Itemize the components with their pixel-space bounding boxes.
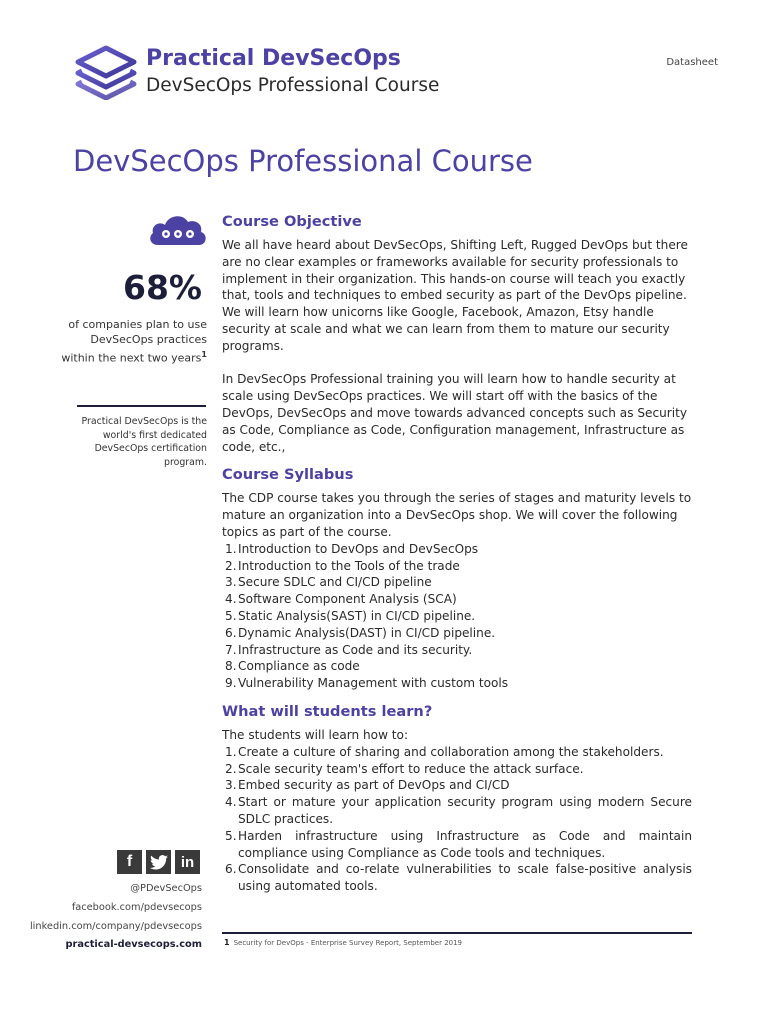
sidebar-divider [77, 405, 206, 407]
list-item: 2. Scale security team's effort to reduce the attack surface. [225, 761, 584, 776]
course-syllabus-intro: The CDP course takes you through the series of stages and maturity levels to mature an organization into a DevSecOps shop. We will cover the following topics as part of the course. [222, 491, 692, 539]
linkedin-icon[interactable]: in [175, 850, 200, 874]
list-item: 4. Start or mature your application security program using modern Secure SDLC practices. [225, 795, 692, 826]
course-objective-paragraph-1: We all have heard about DevSecOps, Shifting Left, Rugged DevOps but there are no clear examples or frameworks available for security professionals to implement in their organization. This hands-on course will teach you exactly that, tools and techniques to embed security as part of the DevOps pipeline. We will learn how unicorns like Google, Facebook, Amazon, Etsy handle security at scale and what we can learn from them to mature our security programs. [222, 238, 688, 353]
page-title: DevSecOps Professional Course [73, 144, 533, 178]
linkedin-link[interactable]: linkedin.com/company/pdevsecops [29, 921, 202, 932]
course-syllabus-heading: Course Syllabus [222, 466, 354, 484]
stat-value: 68% [123, 268, 202, 307]
course-objective-heading: Course Objective [222, 213, 362, 230]
what-will-students-learn-heading: What will students learn? [222, 702, 433, 720]
footnote [224, 938, 462, 947]
twitter-icon[interactable] [146, 850, 171, 874]
cloud-gears-icon [148, 212, 208, 246]
footnote-divider [222, 932, 692, 934]
list-item: 3. Embed security as part of DevOps and CI/CD [225, 778, 510, 793]
learn-list [222, 744, 692, 895]
learn-intro: The students will learn how to: [222, 727, 409, 742]
facebook-icon[interactable]: f [117, 850, 142, 874]
list-item: 5. Static Analysis(SAST) in CI/CD pipeline. [225, 608, 476, 623]
list-item: 9. Vulnerability Management with custom tools [225, 676, 509, 691]
stat-description [57, 317, 207, 366]
stat-footnote-ref: 1 [201, 350, 207, 359]
list-item: 2. Introduction to the Tools of the trade [225, 558, 460, 573]
list-item: 1. Create a culture of sharing and collaboration among the stakeholders. [225, 744, 664, 759]
list-item: 6. Dynamic Analysis(DAST) in CI/CD pipeline. [225, 625, 496, 640]
footnote-number: 1 [224, 938, 230, 947]
list-item: 6. Consolidate and co-relate vulnerabilities to scale false-positive analysis using automated tools. [225, 862, 692, 894]
document-type-label: Datasheet [666, 57, 718, 68]
list-item: 1. Introduction to DevOps and DevSecOps [225, 541, 479, 556]
facebook-link[interactable]: facebook.com/pdevsecops [71, 902, 202, 913]
website-link[interactable]: practical-devsecops.com [65, 939, 202, 950]
list-item: 7. Infrastructure as Code and its security. [225, 642, 473, 657]
footnote-text: Security for DevOps - Enterprise Survey Report, September 2019 [233, 939, 463, 947]
list-item: 5. Harden infrastructure using Infrastructure as Code and maintain compliance using Compliance as Code tools and techniques. [225, 828, 692, 860]
brand-subtitle: DevSecOps Professional Course [146, 75, 440, 96]
syllabus-list [222, 541, 692, 692]
main-content [222, 212, 692, 895]
course-objective-paragraph-2: In DevSecOps Professional training you will learn how to handle security at scale using DevSecOps practices. We will start off with the basics of the DevOps, DevSecOps and move towards advanced concepts such as Security as Code, Compliance as Code, Configuration management, Infrastructure as code, etc., [222, 372, 687, 454]
stat-description-text: of companies plan to use DevSecOps practices within the next two years [61, 318, 207, 365]
list-item: 8. Compliance as code [225, 659, 360, 674]
list-item: 4. Software Component Analysis (SCA) [225, 592, 457, 607]
social-links [117, 850, 200, 874]
twitter-handle-link[interactable]: @PDevSecOps [130, 883, 202, 894]
list-item: 3. Secure SDLC and CI/CD pipeline [225, 575, 432, 590]
sidebar-note: Practical DevSecOps is the world's first dedicated DevSecOps certification program. [81, 416, 207, 468]
brand-name: Practical DevSecOps [146, 46, 401, 71]
practical-devsecops-logo-icon [74, 44, 138, 100]
